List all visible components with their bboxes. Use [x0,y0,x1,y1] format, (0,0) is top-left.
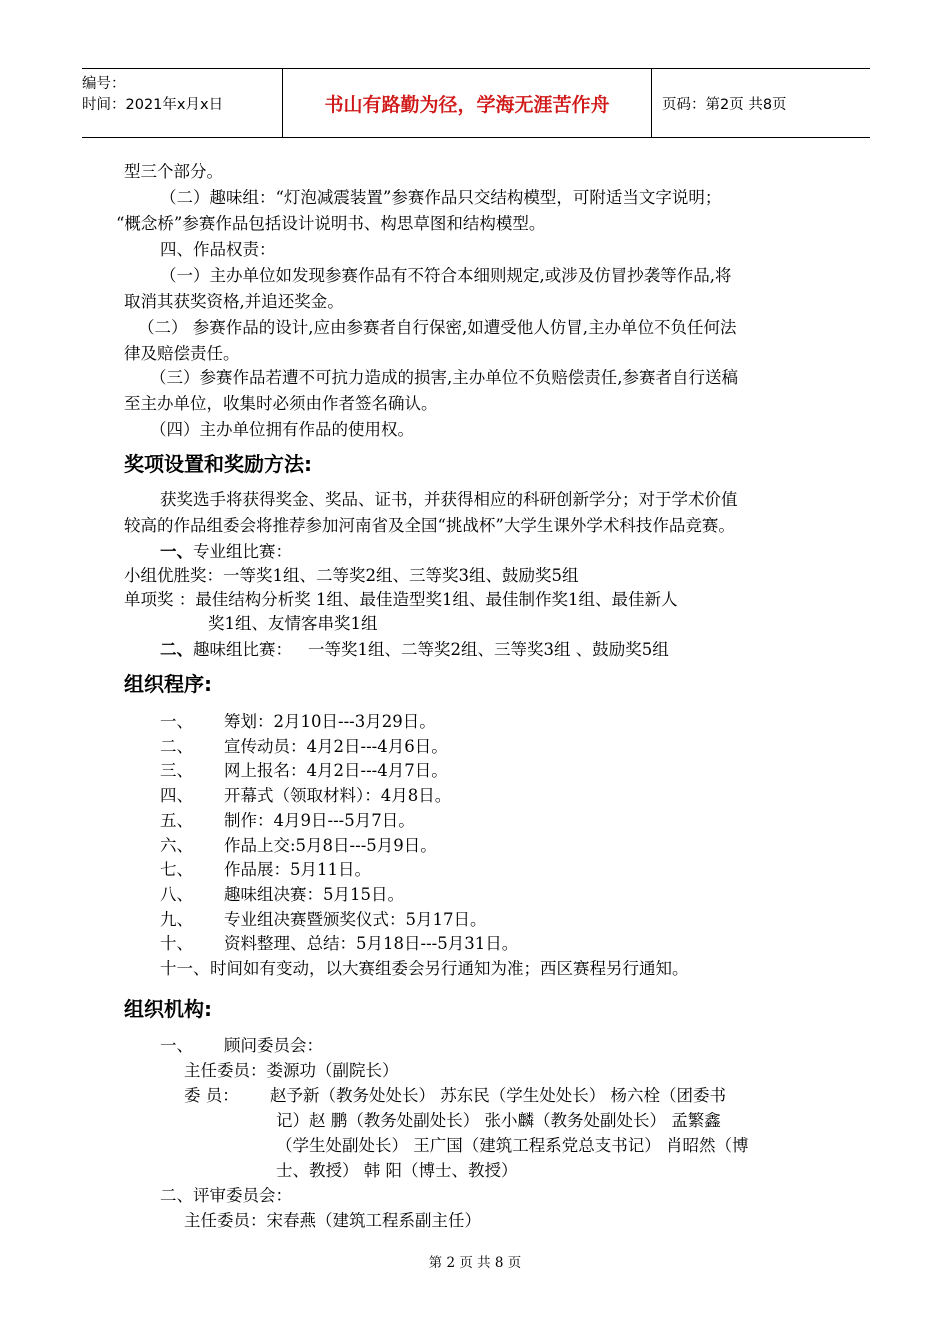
awards-professional-title: 一、专业组比赛： [160,542,292,561]
body-line: 较高的作品组委会将推荐参加河南省及全国“挑战杯”大学生课外学术科技作品竞赛。 [124,516,735,535]
body-line: 获奖选手将获得奖金、奖品、证书，并获得相应的科研创新学分；对于学术价值 [160,490,738,509]
procedure-item-text: 专业组决赛暨颁奖仪式：5月17日。 [224,910,487,929]
procedure-item-number: 二、 [160,737,193,756]
procedure-item-number: 十一、 [160,959,210,978]
awards-group-prize: 小组优胜奖：一等奖1组、二等奖2组、三等奖3组、鼓励奖5组 [124,566,579,585]
org-advisory-members: 记）赵 鹏（教务处副处长） 张小麟（教务处副处长） 孟繁鑫 [276,1111,721,1130]
procedure-item-number: 一、 [160,712,193,731]
section-heading-organization: 组织机构: [124,997,212,1021]
procedure-item-text: 趣味组决赛：5月15日。 [224,885,404,904]
body-line: 四、作品权责： [160,240,276,259]
procedure-item-number: 八、 [160,885,193,904]
header-number: 编号： [82,76,126,92]
section-heading-awards: 奖项设置和奖励方法: [124,452,312,476]
section-heading-procedure: 组织程序: [124,672,212,696]
procedure-item-text: 宣传动员：4月2日---4月6日。 [224,737,448,756]
procedure-item [160,959,689,979]
body-line: 律及赔偿责任。 [124,344,240,363]
procedure-item-text: 开幕式（领取材料）：4月8日。 [224,786,452,805]
procedure-item-text: 资料整理、总结：5月18日---5月31日。 [224,934,519,953]
awards-fun-title: 二、趣味组比赛： 一等奖1组、二等奖2组、三等奖3组 、鼓励奖5组 [160,640,669,659]
procedure-item-text: 网上报名：4月2日---4月7日。 [224,761,448,780]
body-line: （二）趣味组：“灯泡减震装置”参赛作品只交结构模型，可附适当文字说明； [160,188,722,207]
header-time: 时间：2021年x月x日 [82,97,224,113]
page-header [82,68,870,138]
body-line: 至主办单位，收集时必须由作者签名确认。 [124,394,438,413]
procedure-item [160,860,371,880]
body-line: （一）主办单位如发现参赛作品有不符合本细则规定,或涉及仿冒抄袭等作品,将 [160,266,732,285]
org-review-title: 二、评审委员会： [160,1186,292,1205]
procedure-item-text: 制作：4月9日---5月7日。 [224,811,415,830]
procedure-item [160,910,487,930]
procedure-item [160,885,404,905]
procedure-item-number: 十、 [160,934,193,953]
org-advisory-members: （学生处副处长） 王广国（建筑工程系党总支书记） 肖昭然（博 [276,1136,749,1155]
org-advisory-members: 赵予新（教务处处长） 苏东民（学生处处长） 杨六栓（团委书 [270,1086,726,1105]
org-review-chair: 主任委员：宋春燕（建筑工程系副主任） [184,1211,481,1230]
body-line: “概念桥”参赛作品包括设计说明书、构思草图和结构模型。 [116,214,546,233]
org-advisory-members: 士、教授） 韩 阳（博士、教授） [276,1161,518,1180]
procedure-item-text: 作品上交:5月8日---5月9日。 [224,836,437,855]
procedure-item [160,786,451,806]
procedure-item-number: 七、 [160,860,193,879]
procedure-item [160,811,415,831]
body-line: （四）主办单位拥有作品的使用权。 [150,420,414,439]
procedure-item-number: 三、 [160,761,193,780]
procedure-item-text: 作品展：5月11日。 [224,860,371,879]
body-line: 取消其获奖资格,并追还奖金。 [124,292,344,311]
body-line: （三）参赛作品若遭不可抗力造成的损害,主办单位不负赔偿责任,参赛者自行送稿 [150,368,738,387]
org-advisory-chair: 主任委员：娄源功（副院长） [184,1061,399,1080]
org-advisory-members-label: 委 员： [184,1086,239,1105]
procedure-item-number: 六、 [160,836,193,855]
header-meta [82,69,282,137]
header-page-number: 页码：第2页 共8页 [662,96,787,113]
procedure-item [160,712,436,732]
page-footer: 第 2 页 共 8 页 [428,1255,522,1271]
awards-single-prize: 单项奖 ：最佳结构分析奖 1组、最佳造型奖1组、最佳制作奖1组、最佳新人 [124,590,678,609]
org-advisory-title: 一、 顾问委员会： [160,1036,323,1055]
awards-single-prize-cont: 奖1组、友情客串奖1组 [208,614,378,633]
procedure-item [160,934,518,954]
header-motto: 书山有路勤为径，学海无涯苦作舟 [282,69,652,137]
procedure-item-number: 五、 [160,811,193,830]
procedure-item-text: 时间如有变动，以大赛组委会另行通知为准；西区赛程另行通知。 [210,959,689,978]
procedure-item [160,761,448,781]
procedure-item [160,737,448,757]
body-line: 型三个部分。 [124,162,223,181]
procedure-item-text: 筹划：2月10日---3月29日。 [224,712,436,731]
body-line: （二） 参赛作品的设计,应由参赛者自行保密,如遭受他人仿冒,主办单位不负任何法 [138,318,737,337]
procedure-item-number: 四、 [160,786,193,805]
procedure-item [160,836,437,856]
procedure-item-number: 九、 [160,910,193,929]
